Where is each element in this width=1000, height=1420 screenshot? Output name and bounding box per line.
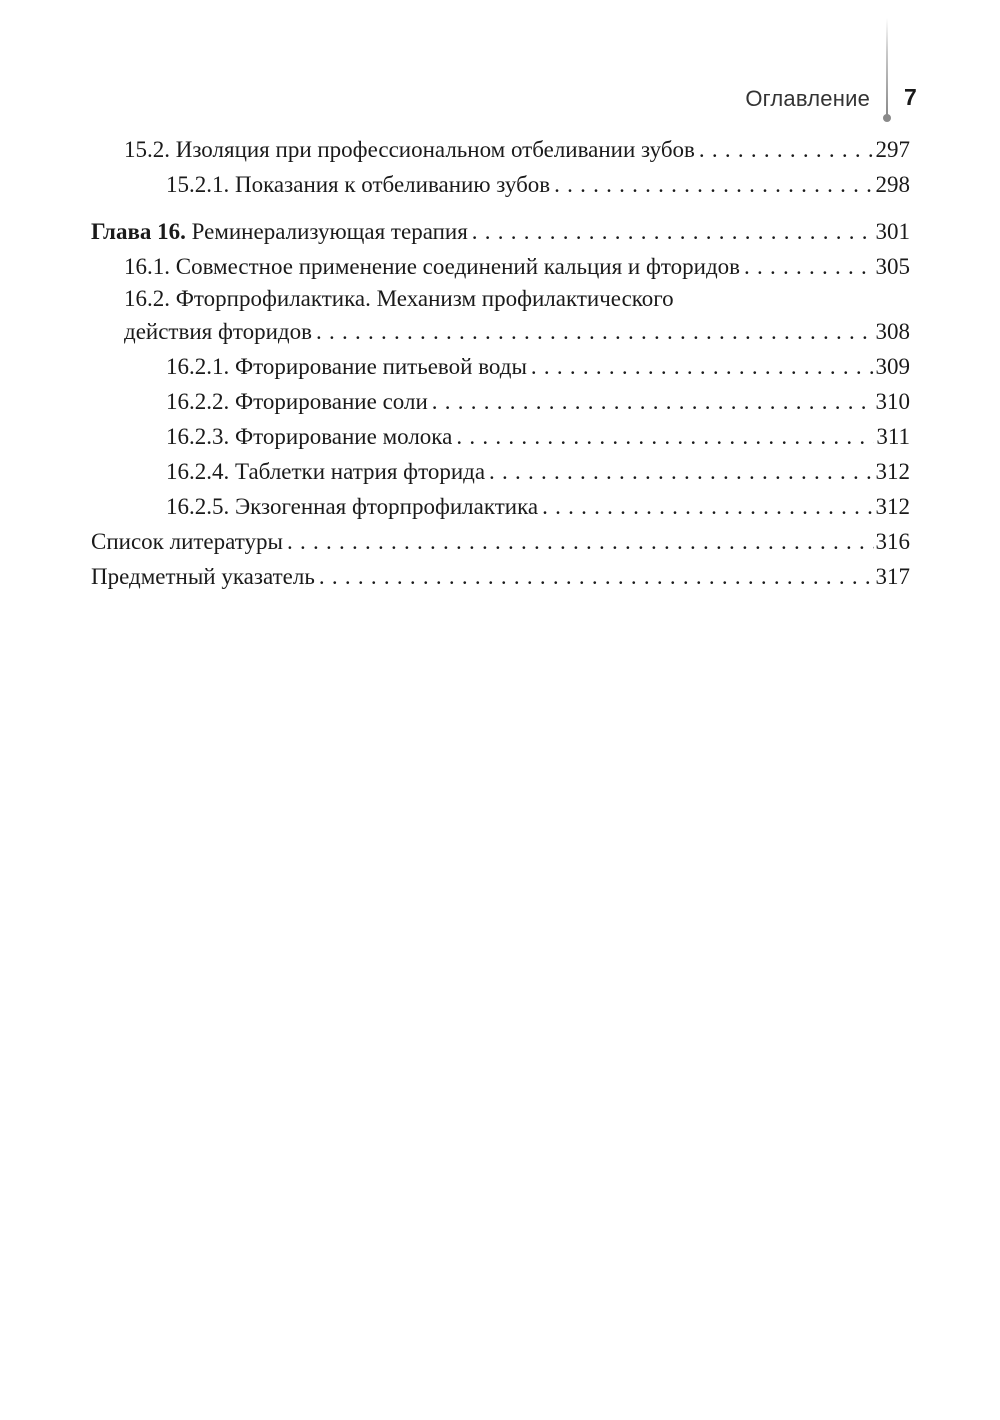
page-number: 7 [904, 84, 917, 110]
toc-entry-page: 311 [876, 424, 910, 449]
dot-leader [456, 419, 874, 454]
toc-entry-15-2-1[interactable] [166, 167, 910, 202]
toc-entry-16-2-5[interactable] [166, 489, 910, 524]
header-divider-line [886, 18, 888, 116]
toc-entry-label: действия фторидов [124, 319, 312, 344]
dot-leader [554, 167, 873, 202]
toc-entry-label [91, 214, 472, 249]
dot-leader [432, 384, 874, 419]
header-divider-dot [883, 114, 891, 122]
toc-entry-page: 312 [875, 459, 910, 484]
toc-entry-page: 308 [875, 319, 910, 344]
toc-entry-bibliography[interactable] [91, 524, 910, 559]
toc-entry-page: 297 [875, 137, 910, 162]
toc-entry-label: 16.2.5. Экзогенная фторпрофилактика [166, 494, 539, 519]
toc-entry-15-2[interactable] [124, 132, 910, 167]
dot-leader [287, 524, 874, 559]
toc-entry-subject-index[interactable] [91, 559, 910, 594]
toc-entry-label: 16.2.1. Фторирование питьевой воды [166, 354, 527, 379]
toc-entry-label: 15.2. Изоляция при профессиональном отбеливании зубов [124, 137, 695, 162]
dot-leader [489, 454, 873, 489]
toc-entry-16-2-4[interactable] [166, 454, 910, 489]
toc-entry-page: 305 [875, 254, 910, 279]
section-gap [0, 202, 1000, 214]
toc-entry-page: 316 [875, 529, 910, 554]
toc-entry-label: 16.2.4. Таблетки натрия фторида [166, 459, 486, 484]
toc-entry-page: 309 [875, 354, 910, 379]
dot-leader [316, 314, 874, 349]
toc-entry-16-1[interactable] [124, 249, 910, 284]
toc-entry-label: 15.2.1. Показания к отбеливанию зубов [166, 172, 551, 197]
dot-leader [472, 214, 874, 249]
toc-entry-label: 16.1. Совместное применение соединений кальция и фторидов [124, 254, 741, 279]
toc-entry-label: 16.2.2. Фторирование соли [166, 389, 428, 414]
toc-entry-page: 317 [875, 564, 910, 589]
toc-entry-chapter-16[interactable] [91, 214, 910, 249]
toc-entry-page: 298 [875, 172, 910, 197]
toc-entry-label: 16.2.3. Фторирование молока [166, 424, 453, 449]
toc-entry-16-2-3[interactable] [166, 419, 910, 454]
toc-entry-label: Предметный указатель [91, 564, 315, 589]
toc-entry-16-2-2[interactable] [166, 384, 910, 419]
toc-entry-page: 310 [875, 389, 910, 414]
toc-entry-16-2-1[interactable] [166, 349, 910, 384]
toc-entry-16-2-first-line[interactable]: 16.2. Фторпрофилактика. Механизм профилактического [124, 286, 674, 311]
table-of-contents [0, 132, 1000, 594]
dot-leader [744, 249, 873, 284]
dot-leader [319, 559, 874, 594]
toc-entry-page: 312 [875, 494, 910, 519]
chapter-title: Реминерализующая терапия [185, 219, 468, 244]
dot-leader [699, 132, 874, 167]
chapter-number: Глава 16. [91, 219, 186, 244]
dot-leader [531, 349, 874, 384]
toc-entry-label: Список литературы [91, 529, 283, 554]
toc-entry-16-2[interactable] [124, 314, 910, 349]
running-title: Оглавление [745, 86, 870, 111]
toc-entry-page: 301 [875, 219, 910, 244]
dot-leader [542, 489, 873, 524]
